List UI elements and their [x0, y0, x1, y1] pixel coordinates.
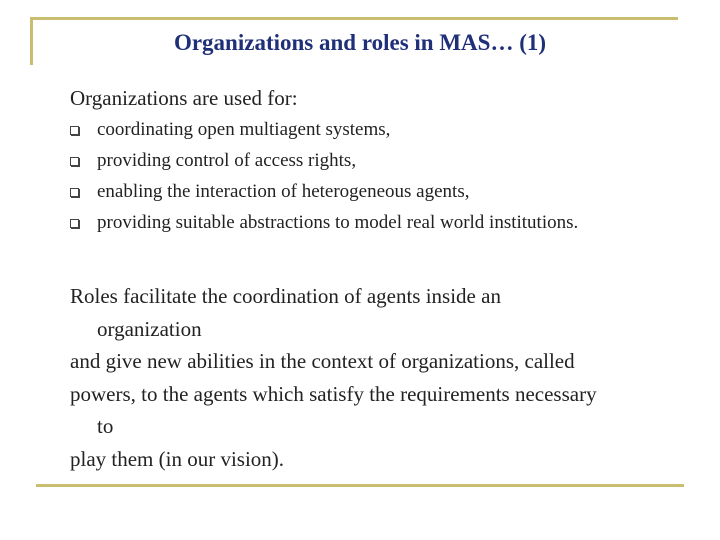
bullet-text: coordinating open multiagent systems, — [97, 119, 391, 140]
paragraph-line: organization — [97, 316, 202, 341]
intro-text: Organizations are used for: — [70, 86, 298, 110]
bullet-text: providing control of access rights, — [97, 150, 357, 171]
bottom-border-line — [36, 484, 684, 487]
paragraph-line: powers, to the agents which satisfy the requirements necessary — [70, 381, 597, 406]
square-bullet-icon — [70, 157, 79, 166]
paragraph-line: and give new abilities in the context of organizations, called — [70, 349, 575, 373]
roles-paragraph — [70, 280, 690, 475]
paragraph-line: play them (in our vision). — [70, 446, 285, 471]
bullet-text: providing suitable abstractions to model real world institutions. — [97, 212, 579, 233]
slide-title: Organizations and roles in MAS… (1) — [173, 30, 547, 55]
paragraph-line: to — [97, 414, 114, 438]
top-border-line — [30, 17, 678, 20]
paragraph-line: Roles facilitate the coordination of agents inside an — [70, 284, 501, 308]
bullet-text: enabling the interaction of heterogeneous agents, — [97, 181, 470, 202]
square-bullet-icon — [70, 188, 79, 197]
square-bullet-icon — [70, 219, 79, 228]
square-bullet-icon — [70, 126, 79, 135]
